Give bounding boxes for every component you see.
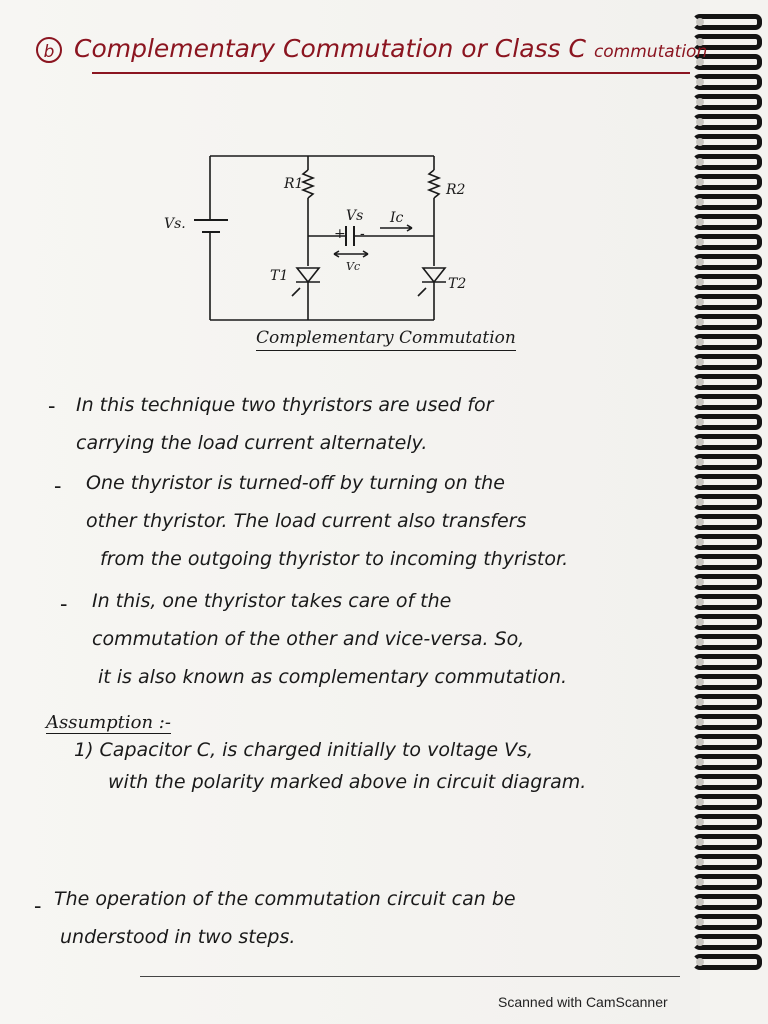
note-2-line-2: other thyristor. The load current also transfers — [86, 510, 527, 532]
label-vc: Vc — [346, 260, 361, 273]
note-2 — [86, 464, 568, 578]
binding-hole — [696, 18, 704, 26]
binding-hole — [696, 878, 704, 886]
binding-hole — [696, 338, 704, 346]
label-ic: Ic — [390, 210, 404, 226]
binding-hole — [696, 798, 704, 806]
binding-hole — [696, 578, 704, 586]
note-2-line-1: One thyristor is turned-off by turning on the — [86, 472, 505, 494]
binding-hole — [696, 218, 704, 226]
binding-hole — [696, 838, 704, 846]
label-vs-source: Vs. — [164, 216, 186, 232]
spiral-binding — [682, 14, 768, 986]
binding-hole — [696, 558, 704, 566]
binding-hole — [696, 118, 704, 126]
binding-hole — [696, 518, 704, 526]
binding-hole — [696, 238, 704, 246]
binding-hole — [696, 778, 704, 786]
binding-hole — [696, 278, 704, 286]
binding-hole — [696, 738, 704, 746]
binding-hole — [696, 658, 704, 666]
binding-hole — [696, 478, 704, 486]
note-3-line-1: In this, one thyristor takes care of the — [92, 590, 452, 612]
note-1 — [76, 386, 493, 462]
binding-hole — [696, 918, 704, 926]
binding-hole — [696, 458, 704, 466]
label-minus: - — [360, 226, 365, 242]
binding-hole — [696, 858, 704, 866]
note-2-line-3: from the outgoing thyristor to incoming thyristor. — [100, 548, 569, 570]
operation-line-1: The operation of the commutation circuit can be — [54, 888, 516, 910]
circuit-diagram — [150, 148, 470, 338]
binding-hole — [696, 898, 704, 906]
binding-hole — [696, 438, 704, 446]
section-number: b — [36, 37, 62, 63]
binding-hole — [696, 678, 704, 686]
binding-hole — [696, 818, 704, 826]
binding-hole — [696, 178, 704, 186]
binding-hole — [696, 358, 704, 366]
label-t1: T1 — [270, 268, 289, 284]
label-t2: T2 — [448, 276, 467, 292]
assumption-heading: Assumption :- — [46, 712, 171, 733]
binding-hole — [696, 98, 704, 106]
binding-hole — [696, 718, 704, 726]
binding-hole — [696, 958, 704, 966]
title-main: Complementary Commutation or Class C — [74, 34, 586, 63]
scanner-watermark: Scanned with CamScanner — [498, 994, 668, 1010]
note-3 — [92, 582, 567, 696]
note-3-line-2: commutation of the other and vice-versa. So, — [92, 628, 525, 650]
bottom-rule — [140, 976, 680, 977]
binding-hole — [696, 78, 704, 86]
binding-hole — [696, 938, 704, 946]
operation-text — [54, 880, 516, 956]
circuit-caption: Complementary Commutation — [256, 328, 516, 351]
binding-hole — [696, 378, 704, 386]
operation-line-2: understood in two steps. — [60, 926, 296, 948]
binding-hole — [696, 598, 704, 606]
binding-hole — [696, 158, 704, 166]
note-1-line-1: In this technique two thyristors are used for — [76, 394, 494, 416]
binding-hole — [696, 258, 704, 266]
binding-hole — [696, 618, 704, 626]
binding-hole — [696, 538, 704, 546]
binding-hole — [696, 298, 704, 306]
bullet-1: - — [48, 394, 56, 419]
binding-hole — [696, 198, 704, 206]
label-plus: + — [334, 226, 346, 242]
binding-hole — [696, 498, 704, 506]
label-r1: R1 — [284, 176, 304, 192]
binding-hole — [696, 758, 704, 766]
page-title — [36, 34, 707, 63]
title-tail: commutation — [593, 42, 708, 62]
assumption-text — [74, 734, 586, 798]
assumption-line-2: with the polarity marked above in circuit diagram. — [108, 771, 587, 793]
bullet-2: - — [54, 474, 62, 499]
binding-hole — [696, 318, 704, 326]
binding-hole — [696, 638, 704, 646]
binding-hole — [696, 398, 704, 406]
bullet-3: - — [60, 592, 68, 617]
title-underline — [92, 72, 690, 74]
label-r2: R2 — [446, 182, 466, 198]
label-vs-cap: Vs — [346, 208, 364, 224]
binding-hole — [696, 698, 704, 706]
note-1-line-2: carrying the load current alternately. — [76, 432, 428, 454]
binding-hole — [696, 138, 704, 146]
assumption-line-1: 1) Capacitor C, is charged initially to voltage Vs, — [74, 739, 534, 761]
bullet-4: - — [34, 894, 42, 919]
binding-hole — [696, 418, 704, 426]
note-3-line-3: it is also known as complementary commutation. — [98, 666, 568, 688]
